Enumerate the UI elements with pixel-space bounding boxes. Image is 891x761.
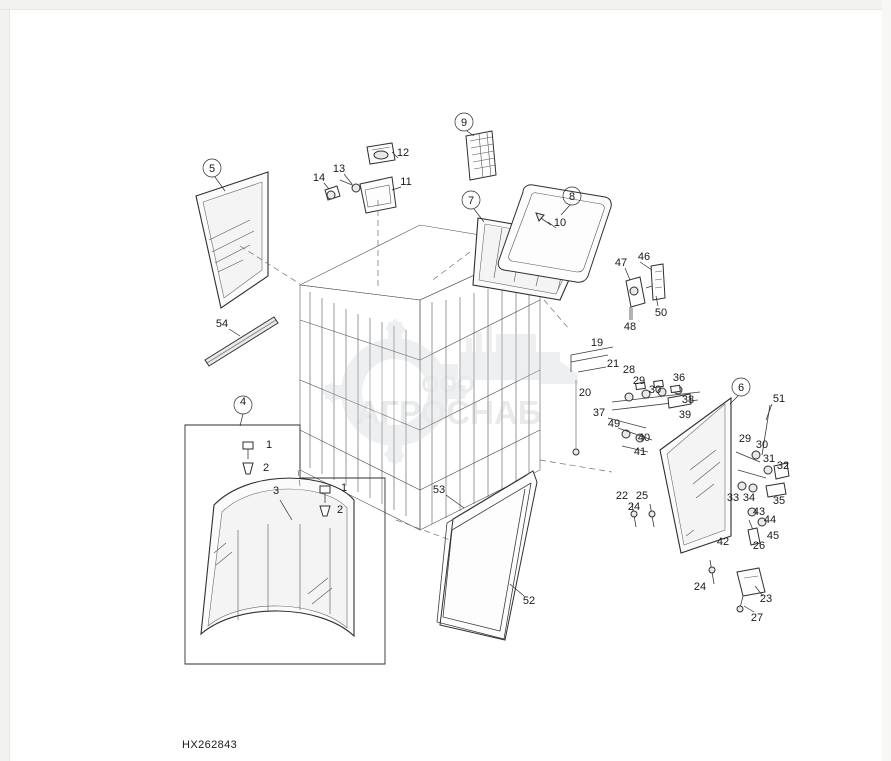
callout-23: 23 bbox=[759, 593, 773, 605]
callout-44: 44 bbox=[763, 514, 777, 526]
callout-21: 21 bbox=[606, 358, 620, 370]
callout-40: 40 bbox=[637, 432, 651, 444]
callout-4: 4 bbox=[239, 396, 247, 408]
callout-7: 7 bbox=[467, 195, 475, 207]
callout-37: 37 bbox=[592, 407, 606, 419]
part-11-handle-bracket bbox=[360, 177, 396, 213]
callout-2a: 2 bbox=[262, 462, 270, 474]
callout-51: 51 bbox=[772, 393, 786, 405]
callout-5: 5 bbox=[208, 163, 216, 175]
callout-35: 35 bbox=[772, 495, 786, 507]
callout-24a: 24 bbox=[627, 501, 641, 513]
part-9-vent-grille bbox=[466, 131, 496, 180]
callout-43: 43 bbox=[752, 506, 766, 518]
callout-9: 9 bbox=[460, 117, 468, 129]
fastener-2-left bbox=[243, 463, 253, 474]
callout-50: 50 bbox=[654, 307, 668, 319]
figure-code: HX262843 bbox=[182, 739, 238, 751]
callout-45: 45 bbox=[766, 530, 780, 542]
part-5-side-glass bbox=[196, 172, 268, 308]
callout-32: 32 bbox=[776, 460, 790, 472]
callout-30b: 30 bbox=[755, 439, 769, 451]
fastener-1-left bbox=[243, 442, 253, 459]
callout-36: 36 bbox=[672, 372, 686, 384]
callout-47: 47 bbox=[614, 257, 628, 269]
callout-42: 42 bbox=[716, 536, 730, 548]
part-23-27-bracket bbox=[737, 568, 765, 612]
watermark-agrosnab bbox=[321, 318, 578, 465]
callout-25: 25 bbox=[635, 490, 649, 502]
callout-33: 33 bbox=[726, 492, 740, 504]
watermark-line2: АГРОСНАБ bbox=[356, 394, 542, 431]
callout-54: 54 bbox=[215, 318, 229, 330]
callout-12: 12 bbox=[396, 147, 410, 159]
callout-10: 10 bbox=[553, 217, 567, 229]
callout-14: 14 bbox=[312, 172, 326, 184]
callout-26: 26 bbox=[752, 540, 766, 552]
callout-8: 8 bbox=[568, 191, 576, 203]
callout-39: 39 bbox=[678, 409, 692, 421]
callout-24b: 24 bbox=[693, 581, 707, 593]
callout-49: 49 bbox=[607, 418, 621, 430]
callout-53: 53 bbox=[432, 484, 446, 496]
callout-13: 13 bbox=[332, 163, 346, 175]
callout-3: 3 bbox=[272, 485, 280, 497]
callout-27: 27 bbox=[750, 612, 764, 624]
part-6-door-glass bbox=[660, 398, 731, 553]
callout-19: 19 bbox=[590, 337, 604, 349]
callout-11: 11 bbox=[400, 176, 412, 188]
callout-1b: 1 bbox=[340, 482, 348, 494]
callout-22: 22 bbox=[615, 490, 629, 502]
part-14-knob bbox=[325, 186, 340, 200]
callout-31: 31 bbox=[762, 453, 776, 465]
callout-52: 52 bbox=[522, 595, 536, 607]
callout-6: 6 bbox=[737, 382, 745, 394]
callout-2b: 2 bbox=[336, 504, 344, 516]
callout-30a: 30 bbox=[648, 384, 662, 396]
callout-34: 34 bbox=[742, 492, 756, 504]
door-hardware-group bbox=[736, 405, 789, 545]
callout-20: 20 bbox=[578, 387, 592, 399]
callout-28: 28 bbox=[622, 364, 636, 376]
part-4-windshield-assembly bbox=[185, 425, 385, 664]
callout-41: 41 bbox=[633, 446, 647, 458]
callout-38: 38 bbox=[681, 394, 695, 406]
watermark-line1: ООО bbox=[421, 371, 475, 397]
callout-29a: 29 bbox=[632, 375, 646, 387]
callout-46: 46 bbox=[637, 251, 651, 263]
part-12-latch-cover bbox=[367, 143, 395, 164]
callout-1a: 1 bbox=[265, 439, 273, 451]
part-8-window-seal bbox=[498, 185, 611, 282]
callout-29b: 29 bbox=[738, 433, 752, 445]
callout-48: 48 bbox=[623, 321, 637, 333]
